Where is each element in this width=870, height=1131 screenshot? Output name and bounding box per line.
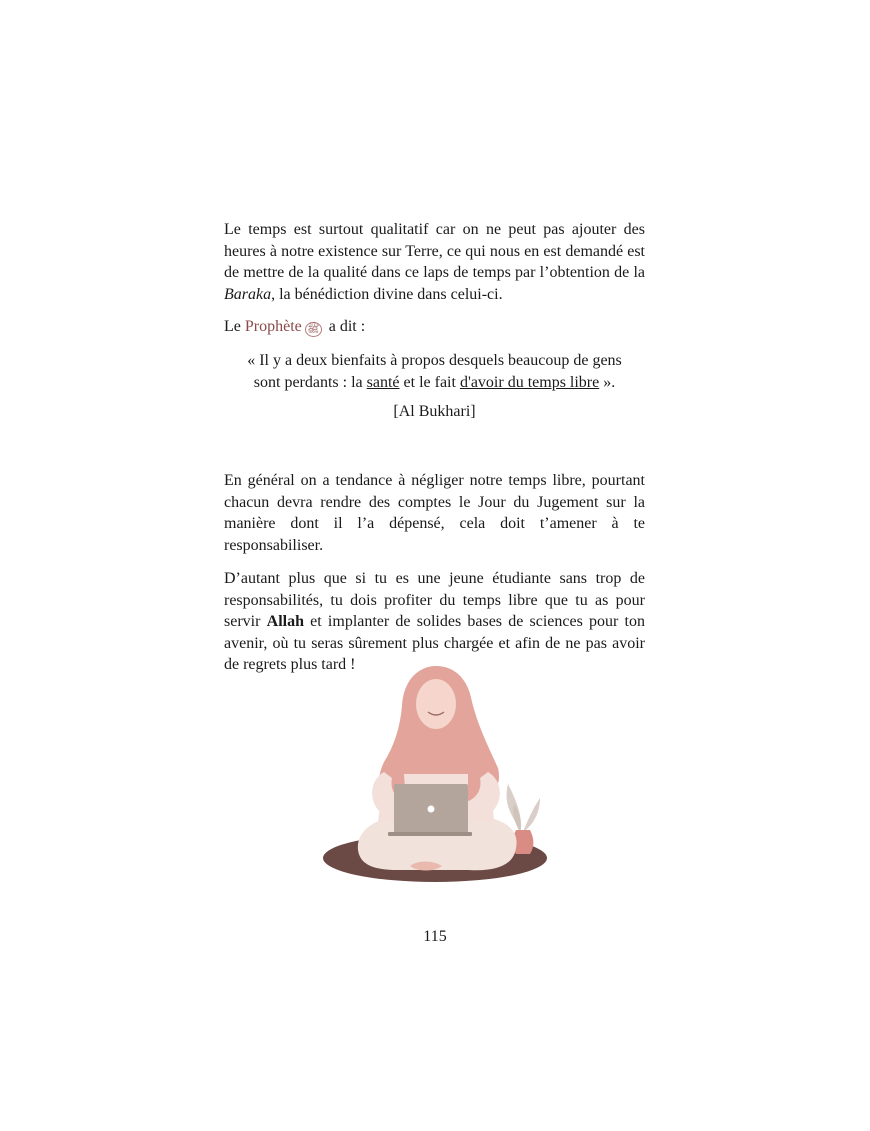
- quote-text: ».: [599, 373, 616, 391]
- intro-text: Le: [224, 318, 245, 335]
- prophet-label: Prophète: [244, 318, 302, 335]
- allah-term: Allah: [266, 613, 304, 630]
- quote-text: sont perdants : la: [253, 373, 367, 391]
- intro-text: a dit :: [324, 318, 366, 335]
- paragraph-time-quality: [224, 219, 645, 305]
- plant-leaf: [523, 798, 540, 832]
- laptop-base-shape: [388, 832, 472, 836]
- paragraph-text: D’autant plus que si tu es une jeune étudiante sans trop de responsabilités, tu dois profiter du temps libre que tu as pour servir: [224, 570, 645, 630]
- quote-line: « Il y a deux bienfaits à propos desquels beaucoup de gens: [247, 352, 622, 369]
- hadith-quote: [224, 350, 645, 393]
- paragraph-text: Le temps est surtout qualitatif car on ne peut pas ajouter des heures à notre existence sur Terre, ce qui nous en est demandé est de mettre de la qualité dans ce laps de temps par l’obtention de la: [224, 221, 645, 281]
- salawat-icon: ﷺ: [305, 322, 322, 337]
- quote-underlined-health: santé: [366, 373, 400, 391]
- page-number: 115: [423, 928, 447, 945]
- quote-text: et le fait: [399, 373, 460, 391]
- paragraph-student-advice: [224, 568, 645, 676]
- hadith-intro: [224, 316, 645, 338]
- quote-line: [224, 372, 645, 394]
- paragraph-text: et implanter de solides bases de sciences pour ton avenir, où tu seras sûrement plus chargée et afin de ne pas avoir de regrets plus tard !: [224, 613, 645, 673]
- laptop-logo-icon: [428, 806, 435, 813]
- paragraph-text: , la bénédiction divine dans celui-ci.: [271, 285, 503, 303]
- woman-with-laptop-illustration: [318, 662, 550, 886]
- face-shape: [416, 679, 456, 729]
- paragraph-free-time: En général on a tendance à négliger notre temps libre, pourtant chacun devra rendre des comptes le Jour du Jugement sur la manière dont il l’a dépensé, cela doit t’amener à te responsabiliser.: [224, 472, 645, 554]
- quote-underlined-free-time: d'avoir du temps libre: [459, 373, 600, 391]
- hadith-source: [Al Bukhari]: [393, 403, 476, 420]
- baraka-term: Baraka: [224, 285, 272, 303]
